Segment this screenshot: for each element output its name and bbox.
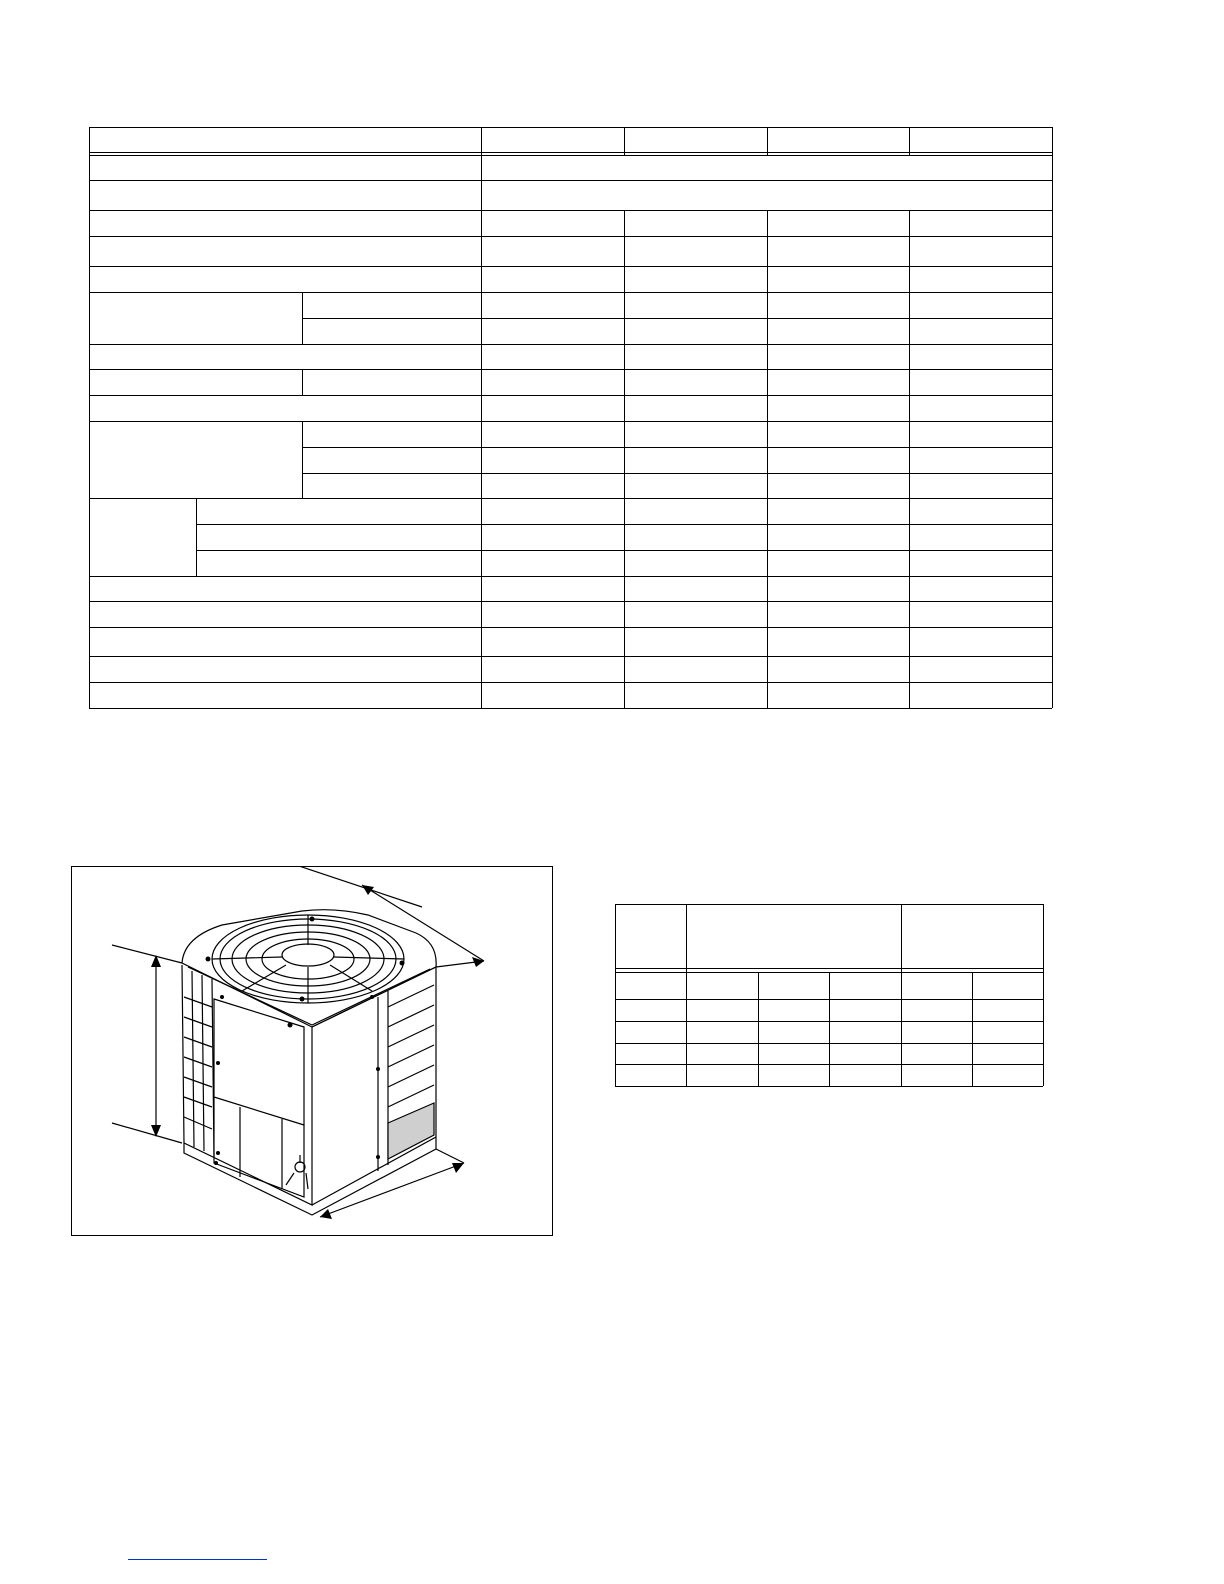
condenser-unit-illustration (72, 867, 552, 1235)
table-row-rule (89, 498, 1052, 499)
table-border-left (89, 127, 90, 708)
table-sub-col-rule (302, 369, 303, 395)
table-col-rule (624, 127, 625, 155)
table-col-rule (767, 210, 768, 708)
table-col-rule (758, 972, 759, 1086)
table-col-rule (972, 972, 973, 1086)
table-sub-col-rule (302, 421, 303, 498)
table-col-rule (829, 972, 830, 1086)
table-sub-col-rule (302, 292, 303, 344)
table-col-rule (909, 210, 910, 708)
table-row-rule (89, 210, 1052, 211)
table-row-rule (89, 395, 1052, 396)
table-row-rule (89, 369, 1052, 370)
table-border-left (615, 904, 616, 1086)
table-sub-col-rule (196, 498, 197, 576)
table-col-rule (481, 127, 482, 708)
table-border-top (615, 904, 1043, 905)
table-border-bottom (89, 708, 1052, 709)
table-row-rule (89, 682, 1052, 683)
table-border-right (1052, 127, 1053, 708)
table-col-rule (767, 127, 768, 155)
table-header-rule (89, 152, 1052, 153)
table-col-rule (624, 210, 625, 708)
table-row-rule (302, 447, 1052, 448)
table-row-rule (89, 266, 1052, 267)
table-row-rule (89, 421, 1052, 422)
table-row-rule (89, 627, 1052, 628)
table-header-rule (615, 968, 1043, 969)
table-row-rule (302, 318, 1052, 319)
table-header-rule (89, 155, 1052, 156)
condenser-unit-figure (71, 866, 553, 1236)
table-row-rule (89, 656, 1052, 657)
table-row-rule (302, 473, 1052, 474)
table-row-rule (89, 292, 1052, 293)
footer-link-rule (128, 1559, 267, 1560)
table-row-rule (89, 601, 1052, 602)
table-row-rule (89, 180, 1052, 181)
table-col-rule (686, 904, 687, 1086)
table-row-rule (89, 236, 1052, 237)
table-border-top (89, 127, 1052, 128)
table-row-rule (89, 576, 1052, 577)
table-border-right (1043, 904, 1044, 1086)
table-row-rule (89, 344, 1052, 345)
table-col-rule (901, 904, 902, 1086)
table-border-bottom (615, 1086, 1043, 1087)
table-col-rule (909, 127, 910, 155)
